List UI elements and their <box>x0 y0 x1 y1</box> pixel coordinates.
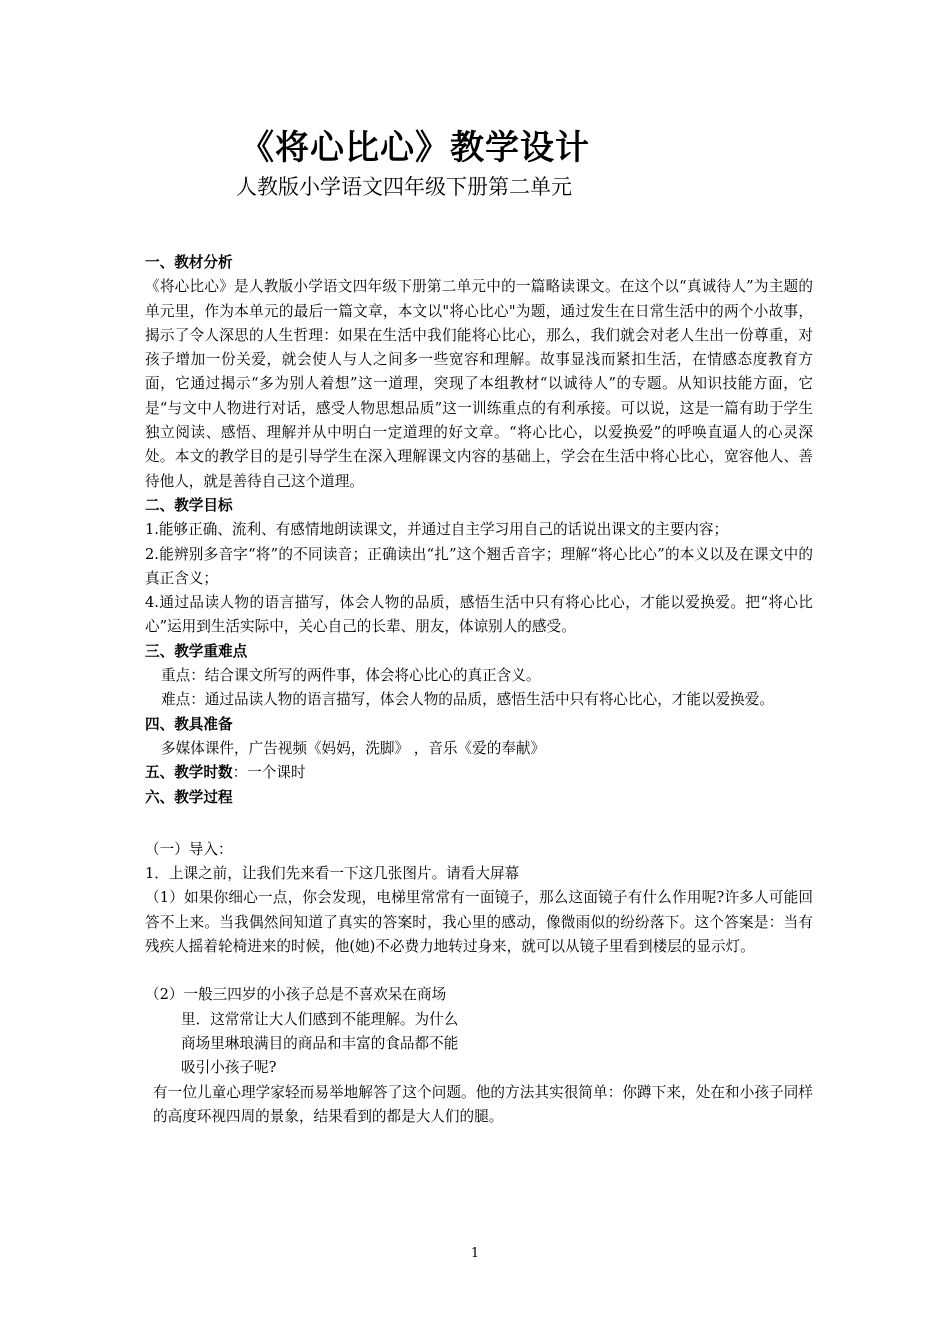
document-subtitle: 人教版小学语文四年级下册第二单元 <box>236 175 572 199</box>
section-heading-materials: 四、教具准备 <box>145 715 233 733</box>
analysis-paragraph: 《将心比心》是人教版小学语文四年级下册第二单元中的一篇略读课文。在这个以“真诚待人”为主题的单元里，作为本单元的最后一篇文章，本文以"将心比心"为题，通过发生在日常生活中的两个小故事，揭示了令人深思的人生哲理：如果在生活中我们能将心比心，那么，我们就会对老人生出一份尊重，对孩子增加一份关爱，就会使人与人之间多一些宽容和理解。故事显浅而紧扣生活，在情感态度教育方面，它通过揭示“多为别人着想”这一道理，突现了本组教材“以诚待人”的专题。从知识技能方面，它是“与文中人物进行对话，感受人物思想品质”这一训练重点的有利承接。可以说，这是一篇有助于学生独立阅读、感悟、理解并从中明白一定道理的好文章。“将心比心，以爱换爱”的呼唤直逼人的心灵深处。本文的教学目的是引导学生在深入理解课文内容的基础上，学会在生活中将心比心，宽容他人、善待他人，就是善待自己这个道理。 <box>145 278 813 490</box>
section-heading-objectives: 二、教学目标 <box>145 496 233 514</box>
intro-question-2-line: （2）一般三四岁的小孩子总是不喜欢呆在商场 <box>145 986 447 1004</box>
section-heading-key-points: 三、教学重难点 <box>145 642 248 660</box>
section-heading-class-hours: 五、教学时数 <box>145 764 233 782</box>
document-title: 《将心比心》教学设计 <box>240 128 590 168</box>
section-heading-process: 六、教学过程 <box>145 788 233 806</box>
blank-line <box>145 959 813 983</box>
intro-question-1: （1）如果你细心一点，你会发现，电梯里常常有一面镜子，那么这面镜子有什么作用呢?许多人可能回答不上来。当我偶然间知道了真实的答案时，我心里的感动，像微雨似的纷纷落下。这个答案是：当有残疾人摇着轮椅进来的时候，他(她)不必费力地转过身来，就可以从镜子里看到楼层的显示灯。 <box>145 889 813 956</box>
intro-label: （一）导入： <box>145 840 233 858</box>
intro-question-2-answer: 有一位儿童心理学家轻而易举地解答了这个问题。他的方法其实很简单：你蹲下来，处在和小孩子同样的高度环视四周的景象，结果看到的都是大人们的腿。 <box>153 1083 813 1125</box>
key-point-text: 重点：结合课文所写的两件事，体会将心比心的真正含义。 <box>161 667 541 685</box>
section-class-hours <box>145 761 813 785</box>
page-number: 1 <box>470 1246 480 1261</box>
intro-question-2-line: 商场里琳琅满目的商品和丰富的食品都不能 <box>181 1034 459 1052</box>
intro-question-2-line: 吸引小孩子呢? <box>181 1059 277 1077</box>
materials-text: 多媒体课件，广告视频《妈妈，洗脚》 ，音乐《爱的奉献》 <box>161 739 546 757</box>
difficult-point-text: 难点：通过品读人物的语言描写，体会人物的品质，感悟生活中只有将心比心，才能以爱换爱。 <box>161 691 774 709</box>
section-heading-analysis: 一、教材分析 <box>145 254 233 271</box>
objective-item: 1.能够正确、流利、有感情地朗读课文，并通过自主学习用自己的话说出课文的主要内容； <box>145 521 729 539</box>
blank-line <box>145 810 813 838</box>
intro-step-1: 1．上课之前，让我们先来看一下这几张图片。请看大屏幕 <box>145 865 520 883</box>
intro-question-2-line: 里．这常常让大人们感到不能理解。为什么 <box>181 1010 459 1028</box>
class-hours-value: ：一个课时 <box>232 764 306 782</box>
objective-item: 2.能辨别多音字“将”的不同读音；正确读出“扎”这个翘舌音字；理解“将心比心”的本义以及在课文中的真正含义； <box>145 545 813 587</box>
objective-item: 4.通过品读人物的语言描写，体会人物的品质，感悟生活中只有将心比心，才能以爱换爱。把“将心比心”运用到生活实际中，关心自己的长辈、朋友，体谅别人的感受。 <box>145 594 813 636</box>
document-body <box>145 251 813 1129</box>
